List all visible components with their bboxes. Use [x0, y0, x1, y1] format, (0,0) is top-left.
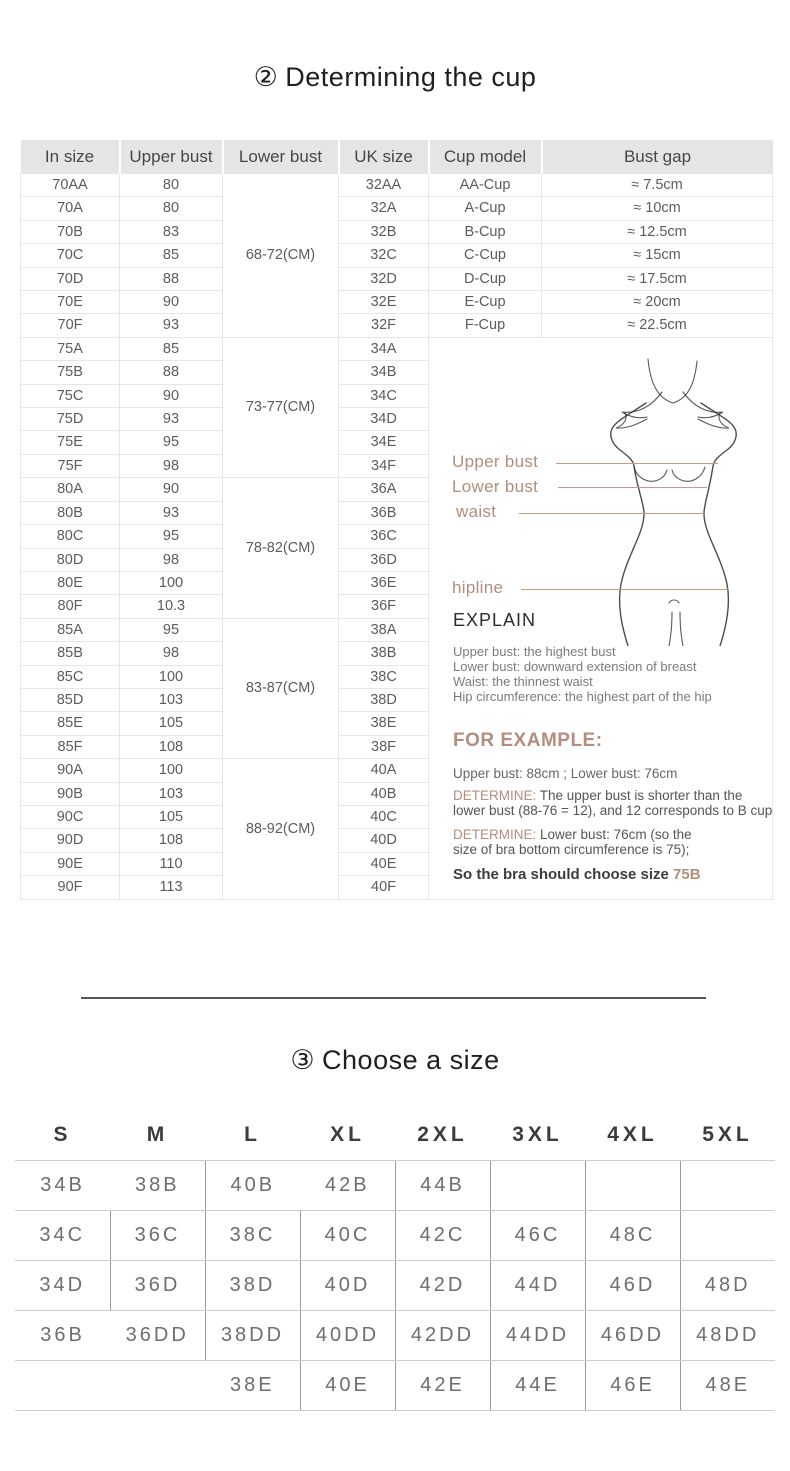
cup-column-header: In size — [21, 140, 120, 174]
cup-table-body — [21, 174, 773, 900]
cell-uk-size: 34D — [339, 408, 429, 431]
cell-upper-bust: 88 — [120, 267, 223, 290]
section-title-text: Choose a size — [322, 1045, 500, 1075]
cell-in-size: 80B — [21, 501, 120, 524]
cup-table-row — [21, 337, 773, 360]
cell-in-size: 90D — [21, 829, 120, 852]
cell-lower-bust-range: 73-77(CM) — [223, 337, 339, 477]
cell-uk-size: 38C — [339, 665, 429, 688]
cell-upper-bust: 90 — [120, 478, 223, 501]
cell-uk-size: 32C — [339, 244, 429, 267]
cell-upper-bust: 103 — [120, 782, 223, 805]
cell-in-size: 75E — [21, 431, 120, 454]
cell-in-size: 70D — [21, 267, 120, 290]
recommended-size: 75B — [673, 865, 701, 883]
cell-uk-size: 32D — [339, 267, 429, 290]
cell-in-size: 70AA — [21, 174, 120, 197]
hipline-label: hipline — [452, 577, 504, 597]
letter-size-table — [15, 1110, 775, 1411]
size-table-body — [15, 1161, 775, 1411]
cell-uk-size: 34F — [339, 454, 429, 477]
section-title-determining-cup — [0, 62, 790, 93]
size-table-header-row — [15, 1110, 775, 1161]
cell-upper-bust: 110 — [120, 852, 223, 875]
explain-line-upper-bust: Upper bust: the highest bust — [453, 643, 616, 659]
cell-in-size: 85D — [21, 688, 120, 711]
cell-upper-bust: 100 — [120, 665, 223, 688]
cell-in-size: 85A — [21, 618, 120, 641]
size-table-row — [15, 1261, 775, 1311]
step-number-2: ② — [253, 62, 279, 92]
cell-bra-size: 38C — [205, 1211, 300, 1261]
female-body-outline-illustration — [521, 346, 790, 646]
cell-upper-bust: 105 — [120, 805, 223, 828]
cell-uk-size: 40B — [339, 782, 429, 805]
cell-bra-size: 38DD — [205, 1311, 300, 1361]
cell-uk-size: 32E — [339, 291, 429, 314]
cup-column-header: Lower bust — [223, 140, 339, 174]
section-title-text: Determining the cup — [285, 62, 537, 92]
determine-band-step — [453, 827, 715, 857]
cell-uk-size: 40C — [339, 805, 429, 828]
cell-uk-size: 38B — [339, 642, 429, 665]
lower-bust-measure-line — [558, 487, 707, 489]
cup-table-row — [21, 174, 773, 197]
cell-uk-size: 32A — [339, 197, 429, 220]
cell-bra-size: 44D — [490, 1261, 585, 1311]
cell-upper-bust: 80 — [120, 197, 223, 220]
cell-uk-size: 36D — [339, 548, 429, 571]
cell-bra-size: 48C — [585, 1211, 680, 1261]
cell-upper-bust: 90 — [120, 384, 223, 407]
cup-table-header-row — [21, 140, 773, 174]
cell-uk-size: 38F — [339, 735, 429, 758]
conclusion-text: So the bra should choose size — [453, 865, 674, 883]
determine-cup-step — [453, 788, 777, 818]
explain-heading: EXPLAIN — [453, 609, 537, 630]
cup-table-row — [21, 197, 773, 220]
cell-bust-gap: ≈ 17.5cm — [542, 267, 773, 290]
cell-uk-size: 38D — [339, 688, 429, 711]
cell-bra-size: 46DD — [585, 1311, 680, 1361]
for-example-heading: FOR EXAMPLE: — [453, 729, 603, 751]
cell-bra-size: 42D — [395, 1261, 490, 1311]
upper-bust-label: Upper bust — [452, 451, 539, 471]
cell-in-size: 80E — [21, 571, 120, 594]
size-column-header: 2XL — [395, 1110, 490, 1161]
cell-uk-size: 34B — [339, 361, 429, 384]
cell-bust-gap: ≈ 15cm — [542, 244, 773, 267]
cell-bra-size: 44B — [395, 1161, 490, 1211]
cup-column-header: Upper bust — [120, 140, 223, 174]
cell-bra-size: 48E — [680, 1361, 775, 1411]
cell-bra-size: 46C — [490, 1211, 585, 1261]
cell-in-size: 85C — [21, 665, 120, 688]
cell-bra-size: 36B — [15, 1311, 110, 1361]
cup-table-row — [21, 267, 773, 290]
cell-bra-size — [15, 1361, 110, 1411]
cell-bust-gap: ≈ 10cm — [542, 197, 773, 220]
size-table-row — [15, 1361, 775, 1411]
cell-upper-bust: 108 — [120, 829, 223, 852]
cell-cup-model: AA-Cup — [429, 174, 542, 197]
cell-in-size: 75D — [21, 408, 120, 431]
cell-lower-bust-range: 83-87(CM) — [223, 618, 339, 758]
cell-in-size: 70A — [21, 197, 120, 220]
cell-in-size: 85E — [21, 712, 120, 735]
cell-uk-size: 36A — [339, 478, 429, 501]
conclusion-line — [453, 866, 701, 883]
cell-bust-gap: ≈ 7.5cm — [542, 174, 773, 197]
cell-bra-size: 40D — [300, 1261, 395, 1311]
size-column-header: M — [110, 1110, 205, 1161]
cell-uk-size: 32AA — [339, 174, 429, 197]
cell-in-size: 80D — [21, 548, 120, 571]
cell-bra-size: 38B — [110, 1161, 205, 1211]
cell-uk-size: 36B — [339, 501, 429, 524]
cell-bra-size: 44DD — [490, 1311, 585, 1361]
cell-in-size: 90A — [21, 759, 120, 782]
cell-uk-size: 32F — [339, 314, 429, 337]
determine-cup-text: The upper bust is shorter than the lower bust (88-76 = 12), and 12 corresponds to B cup — [453, 787, 773, 818]
cell-uk-size: 36F — [339, 595, 429, 618]
size-column-header: 3XL — [490, 1110, 585, 1161]
explain-line-lower-bust: Lower bust: downward extension of breast — [453, 658, 697, 674]
cell-upper-bust: 95 — [120, 525, 223, 548]
cell-uk-size: 40F — [339, 876, 429, 899]
cell-upper-bust: 95 — [120, 431, 223, 454]
upper-bust-measure-line — [556, 463, 718, 465]
cell-upper-bust: 80 — [120, 174, 223, 197]
cell-bust-gap: ≈ 22.5cm — [542, 314, 773, 337]
cell-upper-bust: 95 — [120, 618, 223, 641]
cell-in-size: 80A — [21, 478, 120, 501]
cell-bra-size: 42B — [300, 1161, 395, 1211]
waist-label: waist — [456, 501, 497, 521]
figure-and-explain-area — [429, 338, 772, 899]
cell-bra-size: 38E — [205, 1361, 300, 1411]
cell-upper-bust: 10.3 — [120, 595, 223, 618]
size-table-row — [15, 1211, 775, 1261]
cell-in-size: 85B — [21, 642, 120, 665]
cell-upper-bust: 93 — [120, 501, 223, 524]
explain-definitions — [453, 644, 763, 704]
cell-in-size: 90E — [21, 852, 120, 875]
cell-uk-size: 34E — [339, 431, 429, 454]
cell-bra-size: 44E — [490, 1361, 585, 1411]
determine-label: DETERMINE: — [453, 826, 537, 842]
step-number-3: ③ — [290, 1045, 316, 1075]
cell-bra-size — [680, 1211, 775, 1261]
cell-uk-size: 38A — [339, 618, 429, 641]
cell-upper-bust: 85 — [120, 244, 223, 267]
cell-uk-size: 34A — [339, 337, 429, 360]
cell-in-size: 90C — [21, 805, 120, 828]
size-column-header: S — [15, 1110, 110, 1161]
cup-table-row — [21, 291, 773, 314]
cell-upper-bust: 113 — [120, 876, 223, 899]
cell-in-size: 90B — [21, 782, 120, 805]
cell-bra-size: 42C — [395, 1211, 490, 1261]
cell-bra-size — [490, 1161, 585, 1211]
cell-upper-bust: 83 — [120, 220, 223, 243]
cell-cup-model: C-Cup — [429, 244, 542, 267]
size-column-header: 5XL — [680, 1110, 775, 1161]
cell-upper-bust: 98 — [120, 548, 223, 571]
cell-in-size: 90F — [21, 876, 120, 899]
explain-line-hip: Hip circumference: the highest part of the hip — [453, 688, 712, 704]
cell-upper-bust: 108 — [120, 735, 223, 758]
figure-area-cell — [429, 337, 773, 899]
cell-bra-size: 40B — [205, 1161, 300, 1211]
cell-in-size: 80F — [21, 595, 120, 618]
cell-uk-size: 34C — [339, 384, 429, 407]
size-table-row — [15, 1311, 775, 1361]
cell-bust-gap: ≈ 20cm — [542, 291, 773, 314]
cell-bra-size: 34B — [15, 1161, 110, 1211]
determine-label: DETERMINE: — [453, 787, 537, 803]
size-table-row — [15, 1161, 775, 1211]
cell-uk-size: 36C — [339, 525, 429, 548]
cell-lower-bust-range: 78-82(CM) — [223, 478, 339, 618]
cell-in-size: 70E — [21, 291, 120, 314]
cell-uk-size: 32B — [339, 220, 429, 243]
cell-in-size: 75F — [21, 454, 120, 477]
cell-upper-bust: 93 — [120, 314, 223, 337]
cell-bra-size: 48DD — [680, 1311, 775, 1361]
cell-in-size: 85F — [21, 735, 120, 758]
cell-bra-size: 42E — [395, 1361, 490, 1411]
cell-cup-model: E-Cup — [429, 291, 542, 314]
cell-upper-bust: 103 — [120, 688, 223, 711]
cell-bra-size — [680, 1161, 775, 1211]
cell-lower-bust-range: 68-72(CM) — [223, 174, 339, 338]
cell-bra-size: 42DD — [395, 1311, 490, 1361]
cell-uk-size: 38E — [339, 712, 429, 735]
cell-upper-bust: 85 — [120, 337, 223, 360]
cell-in-size: 80C — [21, 525, 120, 548]
cup-size-table — [20, 140, 773, 900]
cell-bra-size: 34C — [15, 1211, 110, 1261]
cup-column-header: Bust gap — [542, 140, 773, 174]
cell-bra-size: 36DD — [110, 1311, 205, 1361]
cell-in-size: 70C — [21, 244, 120, 267]
cell-bra-size: 36D — [110, 1261, 205, 1311]
cell-bra-size: 40E — [300, 1361, 395, 1411]
cell-bust-gap: ≈ 12.5cm — [542, 220, 773, 243]
cell-bra-size — [110, 1361, 205, 1411]
cell-cup-model: A-Cup — [429, 197, 542, 220]
cell-uk-size: 40A — [339, 759, 429, 782]
cell-uk-size: 40E — [339, 852, 429, 875]
cup-table-row — [21, 220, 773, 243]
cell-upper-bust: 88 — [120, 361, 223, 384]
cell-in-size: 70B — [21, 220, 120, 243]
cell-bra-size: 40DD — [300, 1311, 395, 1361]
waist-measure-line — [519, 513, 704, 515]
cup-table-row — [21, 244, 773, 267]
cell-upper-bust: 93 — [120, 408, 223, 431]
cell-bra-size: 36C — [110, 1211, 205, 1261]
cell-in-size: 75A — [21, 337, 120, 360]
cell-bra-size: 46D — [585, 1261, 680, 1311]
size-column-header: 4XL — [585, 1110, 680, 1161]
determine-band-text: Lower bust: 76cm (so the size of bra bottom circumference is 75); — [453, 826, 692, 857]
lower-bust-label: Lower bust — [452, 476, 539, 496]
cell-bra-size — [585, 1161, 680, 1211]
example-measurements: Upper bust: 88cm ; Lower bust: 76cm — [453, 765, 678, 781]
cup-column-header: Cup model — [429, 140, 542, 174]
cell-bra-size: 48D — [680, 1261, 775, 1311]
cell-uk-size: 40D — [339, 829, 429, 852]
cell-upper-bust: 90 — [120, 291, 223, 314]
cell-uk-size: 36E — [339, 571, 429, 594]
cell-cup-model: B-Cup — [429, 220, 542, 243]
cell-bra-size: 38D — [205, 1261, 300, 1311]
hipline-measure-line — [521, 589, 728, 591]
cell-cup-model: D-Cup — [429, 267, 542, 290]
cell-upper-bust: 105 — [120, 712, 223, 735]
section-divider-line — [81, 997, 706, 999]
cell-bra-size: 34D — [15, 1261, 110, 1311]
cup-table-row — [21, 314, 773, 337]
cell-in-size: 75C — [21, 384, 120, 407]
section-title-choose-size — [0, 1045, 790, 1076]
explain-line-waist: Waist: the thinnest waist — [453, 673, 593, 689]
size-column-header: L — [205, 1110, 300, 1161]
cell-lower-bust-range: 88-92(CM) — [223, 759, 339, 899]
cup-column-header: UK size — [339, 140, 429, 174]
cell-upper-bust: 100 — [120, 571, 223, 594]
cell-in-size: 70F — [21, 314, 120, 337]
cell-upper-bust: 100 — [120, 759, 223, 782]
cell-bra-size: 40C — [300, 1211, 395, 1261]
cell-upper-bust: 98 — [120, 642, 223, 665]
size-column-header: XL — [300, 1110, 395, 1161]
cell-upper-bust: 98 — [120, 454, 223, 477]
cell-in-size: 75B — [21, 361, 120, 384]
cell-cup-model: F-Cup — [429, 314, 542, 337]
cell-bra-size: 46E — [585, 1361, 680, 1411]
